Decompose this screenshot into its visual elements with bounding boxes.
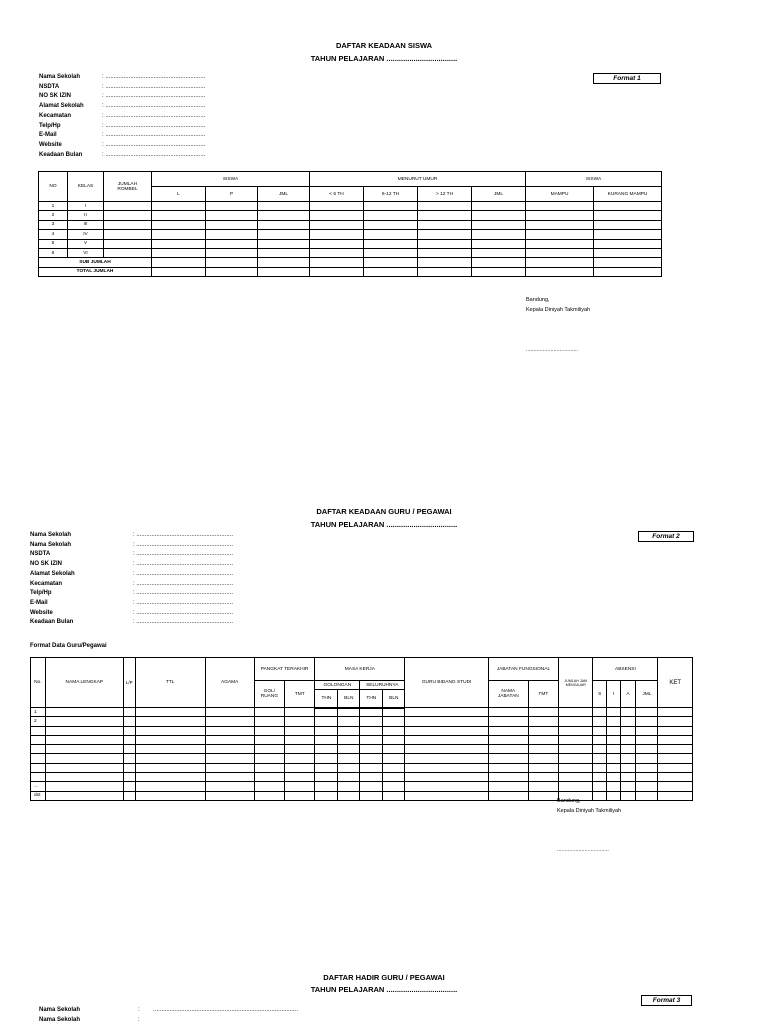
col-pangkat: PANGKAT TERAKHIR [254,658,315,681]
col-kelas: KELAS [68,172,104,202]
jjm-line1: JUMLAH JAM [564,678,588,683]
field-label: Nama Sekolah [39,1017,81,1023]
field-label: Nama Sekolah [39,74,81,80]
col-tmt: TMT [285,681,315,708]
cell-no: 2 [31,717,46,726]
col-seluruhnya: SELURUHNYA [360,681,405,690]
col-jumlah-rombel [104,172,152,202]
col-nama-jabatan [488,681,528,708]
field-label: NO SK IZIN [30,561,63,568]
field-label: Keadaan Bulan [39,151,83,158]
table-row [31,754,693,763]
col-a: A [620,681,636,708]
col-p: P [206,187,258,202]
col-bln: BLN [338,690,360,708]
field-label: Telp/Hp [39,122,61,129]
field-label: Nama Sekolah [39,1007,81,1013]
field-value[interactable]: : .......................................................... [133,561,234,568]
cell-no: 1 [31,708,46,717]
cell-no: 5 [39,239,68,248]
sub-jumlah-row [39,258,662,267]
table-row [39,220,662,229]
field-label: NSDTA [39,83,60,90]
format3-badge: Format 3 [641,995,692,1006]
col-ket: KET [658,658,693,708]
field-value[interactable]: : ............................................................ [102,132,206,139]
signature-line: .................................. [526,347,578,353]
col-agama: AGAMA [205,658,254,708]
col-thn-2: THN [360,690,383,708]
cell-no [31,763,46,772]
col-jml: JML [636,681,658,708]
format1-title: DAFTAR KEADAAN SISWA [335,41,433,50]
field-value[interactable]: : ............................................................ [102,141,206,148]
field-value[interactable]: : .......................................................... [133,619,234,626]
cell-no [31,754,46,763]
field-label: Website [30,609,53,616]
table-row [31,735,693,744]
table-row [31,708,693,717]
field-label: Keadaan Bulan [30,619,74,626]
field-value[interactable]: : .......................................................... [133,599,234,606]
cell-no: 1 [39,202,68,211]
format2-title: DAFTAR KEADAAN GURU / PEGAWAI [316,507,452,516]
field-colon: : [138,1007,140,1013]
total-jumlah-label: TOTAL JUMLAH [39,267,152,276]
table-row [31,745,693,754]
cell-no: 3 [39,220,68,229]
col-kurang-mampu: KURANG MAMPU [594,187,662,202]
cell-no [31,735,46,744]
signature-city: Bandung, [557,798,581,804]
table-row [31,726,693,735]
field-label: E-Mail [39,132,57,139]
format2-signature [557,796,621,816]
format1-field-values [102,73,205,160]
col-lt6: < 6 TH [310,187,364,202]
col-gt12: > 12 TH [418,187,472,202]
col-ttl: TTL [135,658,205,708]
table-row [31,773,693,782]
field-label: Telp/Hp [30,590,52,597]
col-l: L [152,187,206,202]
col-siswa: SISWA [152,172,310,187]
signature-role: Kepala Diniyah Takmiliyah [526,307,591,313]
format2-data-label: Format Data Guru/Pegawai [30,643,107,649]
cell-kelas: II [68,211,104,220]
table-row [39,211,662,220]
cell-no: 6 [39,248,68,257]
gol-line2: RUANG [260,694,279,699]
format3-year: TAHUN PELAJARAN .................................. [310,985,458,994]
total-jumlah-row [39,267,662,276]
field-value[interactable]: : .......................................................... [133,580,234,587]
col-jumlah: JUMLAH [117,181,138,187]
col-jabatan-fungsional: JABATAN FUNGSIONAL [488,658,558,681]
gol-line1: GOL/ [263,689,276,694]
format2-field-values [133,531,233,628]
col-jumlah-jam [558,658,593,708]
format1-year: TAHUN PELAJARAN .................................. [310,54,458,63]
field-label: Nama Sekolah [30,541,72,548]
field-value[interactable]: : ............................................................ [102,112,206,119]
col-mampu: MAMPU [526,187,594,202]
cell-no: 2 [39,211,68,220]
field-label: Alamat Sekolah [30,570,75,577]
col-rombel: ROMBEL [117,186,138,192]
col-absensi: ABSENSI [593,658,658,681]
col-tmt-2: TMT [528,681,558,708]
cell-no [31,745,46,754]
table-row [31,782,693,791]
cell-no [31,726,46,735]
col-siswa-2: SISWA [526,172,662,187]
signature-role: Kepala Diniyah Takmiliyah [557,808,622,814]
field-label: Nama Sekolah [30,532,72,538]
field-value[interactable]: : .......................................................... [133,609,234,616]
table-row [39,230,662,239]
col-bln-2: BLN [383,690,405,708]
col-jml: JML [258,187,310,202]
table-row [39,239,662,248]
field-label: NO SK IZIN [39,93,72,100]
cell-kelas: III [68,220,104,229]
format1-signature [526,295,590,315]
field-label: Website [39,141,62,148]
cell-no: dst [31,791,46,800]
field-label: Kecamatan [39,112,72,119]
field-colon: : [138,1017,140,1023]
field-value[interactable]: : ............................................................ [102,103,206,110]
table-row [31,717,693,726]
col-jml-2: JML [472,187,526,202]
cell-kelas: V [68,239,104,248]
field-value[interactable]: : .......................................................... [133,551,234,558]
sub-jumlah-label: SUB JUMLAH [39,258,152,267]
col-no: NO [39,172,68,202]
format1-field-labels [39,73,84,160]
field-value[interactable]: : .......................................................... [133,532,234,538]
field-label: E-Mail [30,599,48,606]
col-6-12: 6-12 TH [364,187,418,202]
format2-year: TAHUN PELAJARAN .................................. [310,520,458,529]
signature-city: Bandung, [526,297,550,303]
nj-line1: NAMA [501,689,516,694]
cell-kelas: I [68,202,104,211]
nj-line2: JABATAN [497,694,519,699]
col-gol-ruang [254,681,284,708]
field-value[interactable]: : ............................................................ [102,93,206,100]
col-masa-kerja: MASA KERJA [315,658,405,681]
field-label: Alamat Sekolah [39,103,84,110]
field-value[interactable]: : .......................................................... [133,590,234,597]
col-lp: L/P [124,658,136,708]
col-guru-bidang-studi: GURU BIDANG STUDI [405,658,489,708]
format2-badge: Format 2 [638,531,694,542]
col-thn: THN [315,690,338,708]
col-nama-lengkap: NAMA LENGKAP [45,658,123,708]
col-i: I [607,681,621,708]
signature-line: .................................. [557,847,609,853]
field-value[interactable]: : ............................................................ [102,74,206,80]
format2-field-labels [30,531,75,628]
col-menurut-umur: MENURUT UMUR [310,172,526,187]
field-value[interactable]: : ............................................................ [102,151,206,158]
cell-kelas: VI [68,248,104,257]
format1-badge: Format 1 [593,73,661,84]
field-label: NSDTA [30,551,51,558]
col-s: S [593,681,607,708]
cell-no: ... [31,782,46,791]
cell-no: 4 [39,230,68,239]
table-row [31,763,693,772]
format3-title: DAFTAR HADIR GURU / PEGAWAI [323,973,445,982]
field-value[interactable]: : ............................................................ [102,122,206,129]
jjm-line2: MENGAJAR [565,682,586,687]
field-value[interactable]: : ............................................................ [102,83,206,90]
col-golongan: GOLONGAN [315,681,360,690]
table-row [39,248,662,257]
col-no: No. [31,658,46,708]
field-value[interactable]: : .......................................................... [133,541,234,548]
guru-table [30,657,693,801]
field-value[interactable]: : .......................................................... [133,570,234,577]
cell-kelas: IV [68,230,104,239]
field-value[interactable]: ....................................................................................... [153,1007,299,1013]
table-row [39,202,662,211]
field-label: Kecamatan [30,580,63,587]
cell-no [31,773,46,782]
siswa-table [38,171,662,277]
